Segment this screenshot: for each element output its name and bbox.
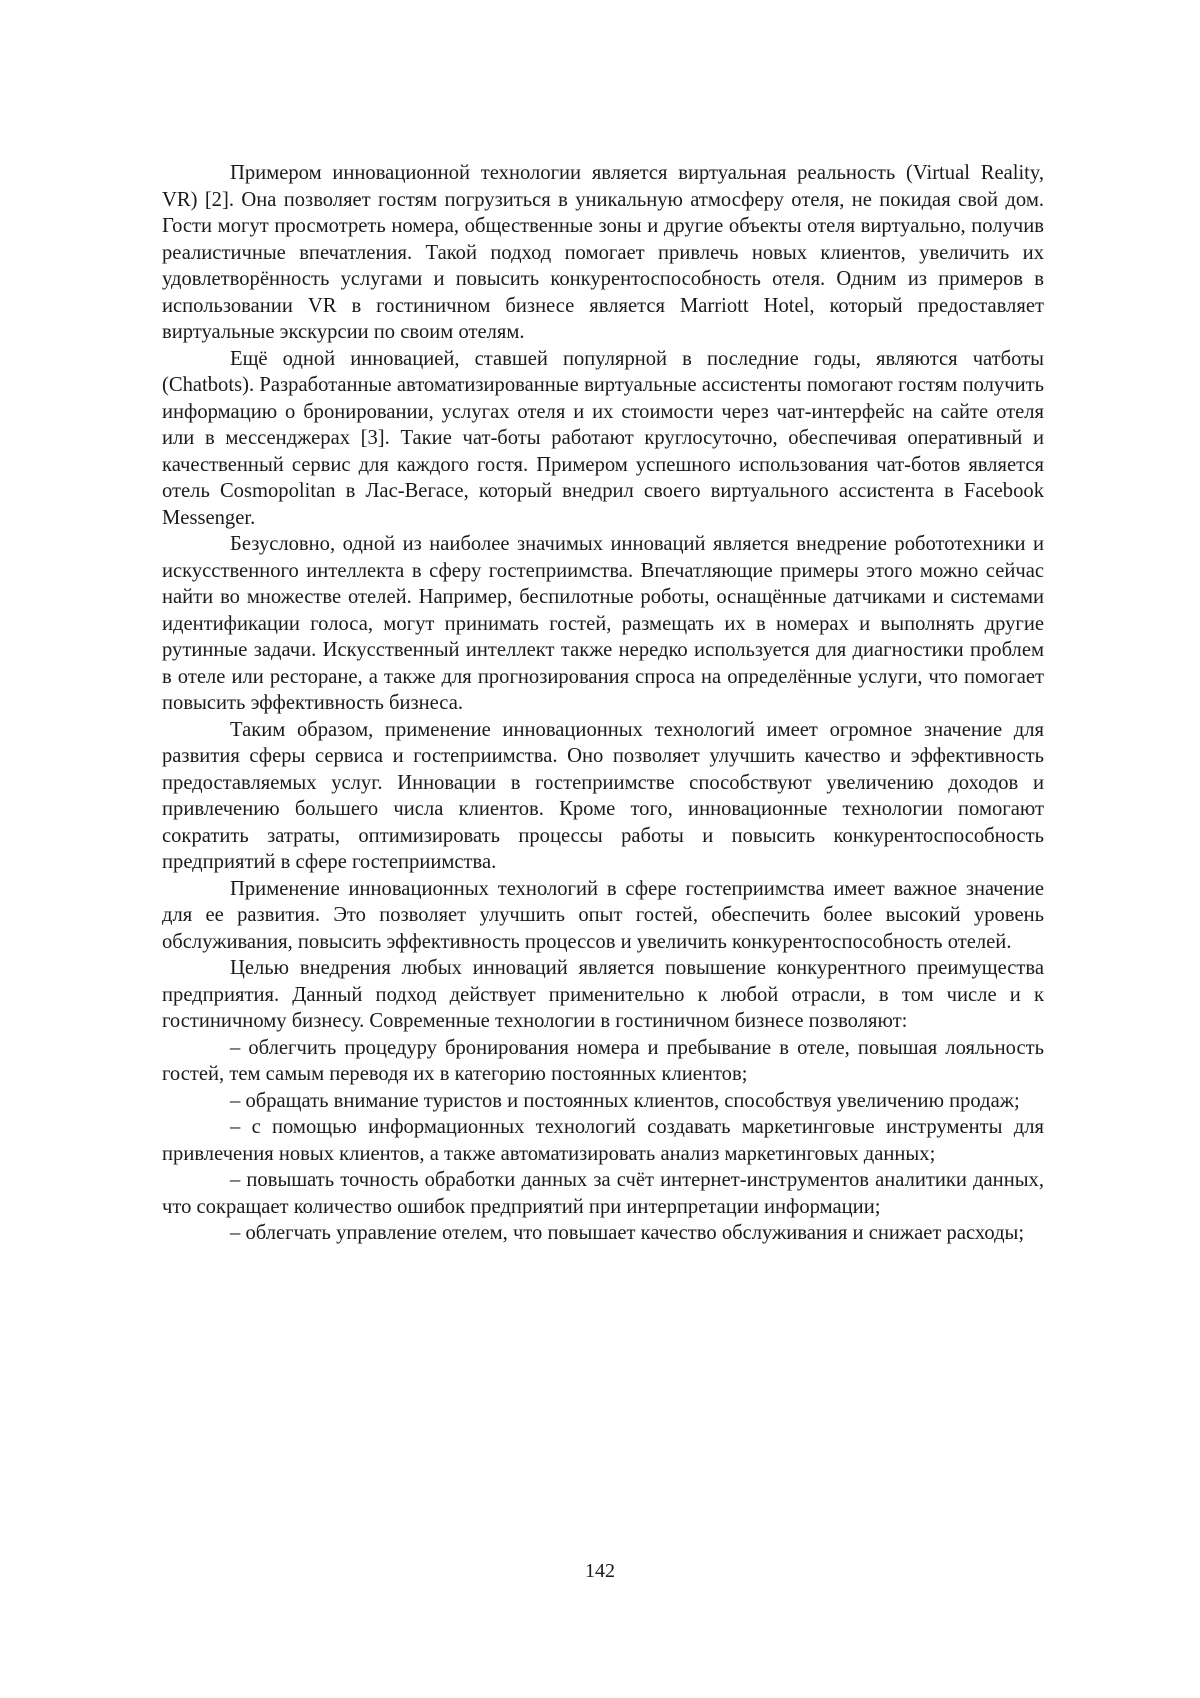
paragraph-conclusion: Таким образом, применение инновационных технологий имеет огромное значение для развития сферы сервиса и гостеприимства. Оно позволяет улучшить качество и эффективность предоставляемых услуг. Инновации в гостеприимстве способствуют увеличению доходов и привлечению большего числа клиентов. Кроме того, инновационные технологии помогают сократить затраты, оптимизировать процессы работы и повысить конкурентоспособность предприятий в сфере гостеприимства.: [162, 717, 1044, 876]
list-item: – обращать внимание туристов и постоянных клиентов, способствуя увеличению продаж;: [162, 1088, 1044, 1115]
paragraph-goal: Целью внедрения любых инноваций является повышение конкурентного преимущества предприятия. Данный подход действует применительно к любой отрасли, в том числе и к гостиничному бизнесу. Современные технологии в гостиничном бизнесе позволяют:: [162, 955, 1044, 1035]
paragraph-importance: Применение инновационных технологий в сфере гостеприимства имеет важное значение для ее развития. Это позволяет улучшить опыт гостей, обеспечить более высокий уровень обслуживания, повысить эффективность процессов и увеличить конкурентоспособность отелей.: [162, 876, 1044, 956]
page-number: 142: [0, 1560, 1200, 1583]
list-item: – повышать точность обработки данных за счёт интернет-инструментов аналитики данных, что сокращает количество ошибок предприятий при интерпретации информации;: [162, 1167, 1044, 1220]
list-item: – облегчать управление отелем, что повышает качество обслуживания и снижает расходы;: [162, 1220, 1044, 1247]
list-item: – с помощью информационных технологий создавать маркетинговые инструменты для привлечения новых клиентов, а также автоматизировать анализ маркетинговых данных;: [162, 1114, 1044, 1167]
document-page: [0, 0, 1200, 1698]
paragraph-robotics: Безусловно, одной из наиболее значимых инноваций является внедрение робототехники и искусственного интеллекта в сферу гостеприимства. Впечатляющие примеры этого можно сейчас найти во множестве отелей. Например, беспилотные роботы, оснащённые датчиками и системами идентификации голоса, могут принимать гостей, размещать их в номерах и выполнять другие рутинные задачи. Искусственный интеллект также нередко используется для диагностики проблем в отеле или ресторане, а также для прогнозирования спроса на определённые услуги, что помогает повысить эффективность бизнеса.: [162, 531, 1044, 717]
paragraph-chatbots: Ещё одной инновацией, ставшей популярной в последние годы, являются чатботы (Chatbots). Разработанные автоматизированные виртуальные ассистенты помогают гостям получить информацию о бронировании, услугах отеля и их стоимости через чат-интерфейс на сайте отеля или в мессенджерах [3]. Такие чат-боты работают круглосуточно, обеспечивая оперативный и качественный сервис для каждого гостя. Примером успешного использования чат-ботов является отель Cosmopolitan в Лас-Вегасе, который внедрил своего виртуального ассистента в Facebook Messenger.: [162, 346, 1044, 532]
body-text: [162, 160, 1044, 1247]
list-item: – облегчить процедуру бронирования номера и пребывание в отеле, повышая лояльность гостей, тем самым переводя их в категорию постоянных клиентов;: [162, 1035, 1044, 1088]
paragraph-vr: Примером инновационной технологии является виртуальная реальность (Virtual Reality, VR) [2]. Она позволяет гостям погрузиться в уникальную атмосферу отеля, не покидая свой дом. Гости могут просмотреть номера, общественные зоны и другие объекты отеля виртуально, получив реалистичные впечатления. Такой подход помогает привлечь новых клиентов, увеличить их удовлетворённость услугами и повысить конкурентоспособность отеля. Одним из примеров в использовании VR в гостиничном бизнесе является Marriott Hotel, который предоставляет виртуальные экскурсии по своим отелям.: [162, 160, 1044, 346]
